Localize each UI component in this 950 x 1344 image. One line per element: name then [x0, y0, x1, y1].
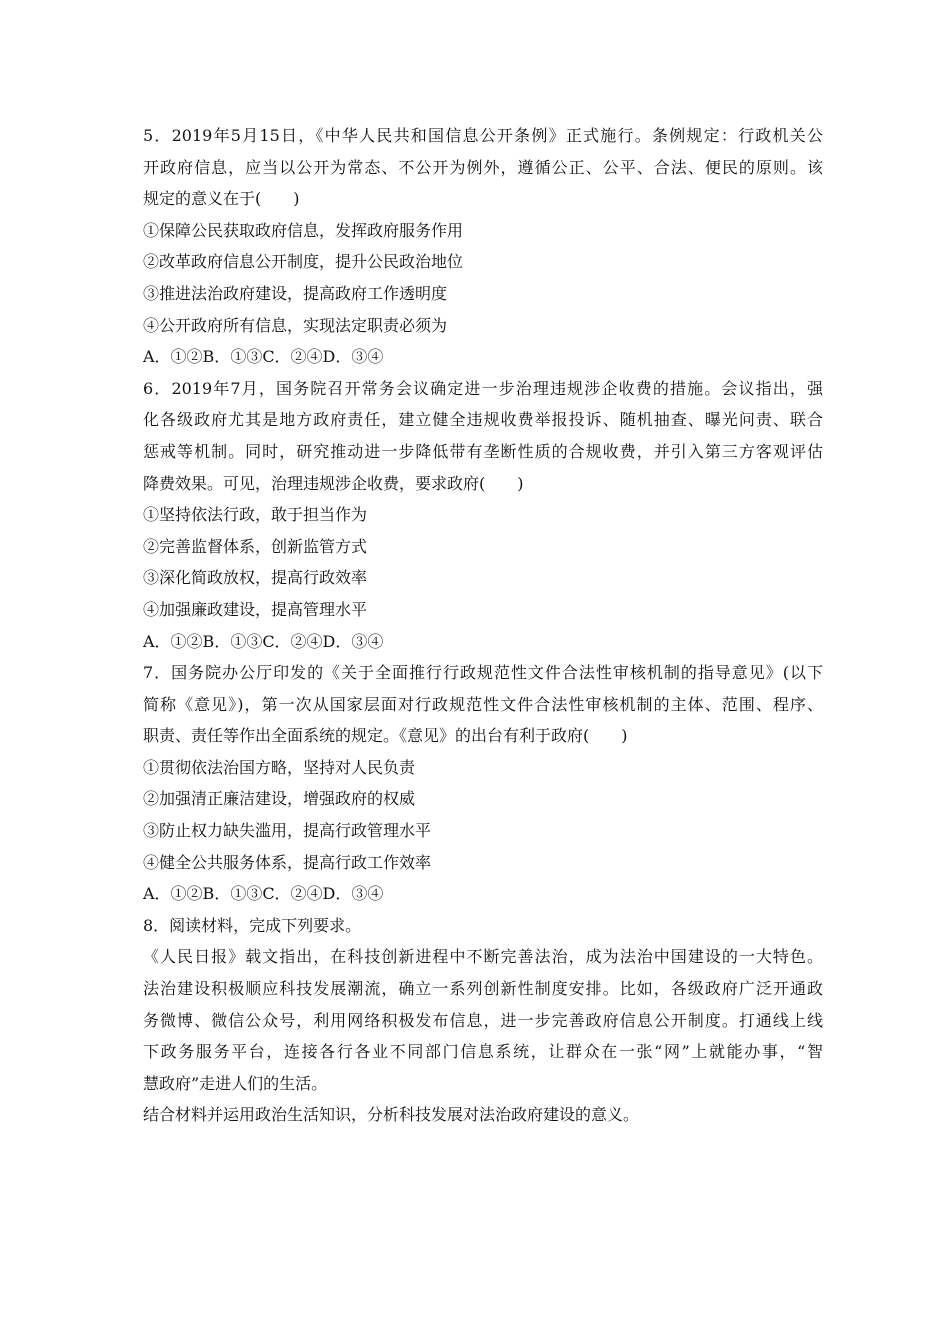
question-stem-line: 职责、责任等作出全面系统的规定。《意见》的出台有利于政府( ) [143, 726, 628, 746]
question-stem-line: 6．2019年7月，国务院召开常务会议确定进一步治理违规涉企收费的措施。会议指出，强 [143, 378, 823, 398]
option-1: ①贯彻依法治国方略，坚持对人民负责 [143, 757, 416, 777]
option-1: ①保障公民获取政府信息，发挥政府服务作用 [143, 220, 464, 240]
material-line: 法治建设积极顺应科技发展潮流，确立一系列创新性制度安排。比如，各级政府广泛开通政 [143, 979, 823, 999]
option-3: ③推进法治政府建设，提高政府工作透明度 [143, 283, 448, 303]
question-stem-line: 化各级政府尤其是地方政府责任，建立健全违规收费举报投诉、随机抽查、曝光问责、联合 [143, 410, 823, 430]
question-stem-line: 规定的意义在于( ) [143, 189, 300, 209]
question-stem-line: 开政府信息，应当以公开为常态、不公开为例外，遵循公正、公平、合法、便民的原则。该 [143, 157, 823, 177]
option-4: ④加强廉政建设，提高管理水平 [143, 599, 368, 619]
question-stem-line: 降费效果。可见，治理违规涉企收费，要求政府( ) [143, 473, 524, 493]
material-line: 下政务服务平台，连接各行各业不同部门信息系统，让群众在一张“网”上就能办事，“智 [143, 1042, 823, 1062]
answer-choices: A．①②B．①③C．②④D．③④ [143, 631, 384, 651]
option-3: ③防止权力缺失滥用，提高行政管理水平 [143, 821, 432, 841]
question-stem-line: 惩戒等机制。同时，研究推动进一步降低带有垄断性质的合规收费，并引入第三方客观评估 [143, 441, 823, 461]
question-stem-line: 7．国务院办公厅印发的《关于全面推行行政规范性文件合法性审核机制的指导意见》(以下 [143, 663, 823, 683]
question-stem-line: 5．2019年5月15日，《中华人民共和国信息公开条例》正式施行。条例规定：行政机关公 [143, 126, 823, 145]
option-2: ②改革政府信息公开制度，提升公民政治地位 [143, 252, 464, 272]
material-line: 务微博、微信公众号，利用网络积极发布信息，进一步完善政府信息公开制度。打通线上线 [143, 1010, 823, 1030]
answer-choices: A．①②B．①③C．②④D．③④ [143, 884, 384, 904]
option-2: ②完善监督体系，创新监管方式 [143, 536, 368, 556]
question-8 [143, 910, 823, 1131]
question-7 [143, 657, 823, 910]
option-1: ①坚持依法行政，敢于担当作为 [143, 505, 368, 525]
question-6 [143, 373, 823, 657]
material-line: 慧政府”走进人们的生活。 [143, 1073, 328, 1093]
question-task: 结合材料并运用政治生活知识，分析科技发展对法治政府建设的意义。 [143, 1105, 640, 1125]
question-5 [143, 120, 823, 373]
answer-choices: A．①②B．①③C．②④D．③④ [143, 347, 384, 367]
question-stem-line: 简称《意见》)，第一次从国家层面对行政规范性文件合法性审核机制的主体、范围、程序、 [143, 694, 823, 714]
document-content [143, 120, 823, 1131]
material-line: 《人民日报》载文指出，在科技创新进程中不断完善法治，成为法治中国建设的一大特色。 [143, 947, 823, 967]
option-3: ③深化简政放权，提高行政效率 [143, 568, 368, 588]
option-4: ④公开政府所有信息，实现法定职责必须为 [143, 315, 448, 335]
question-title: 8．阅读材料，完成下列要求。 [143, 915, 362, 935]
option-4: ④健全公共服务体系，提高行政工作效率 [143, 852, 432, 872]
option-2: ②加强清正廉洁建设，增强政府的权威 [143, 789, 416, 809]
